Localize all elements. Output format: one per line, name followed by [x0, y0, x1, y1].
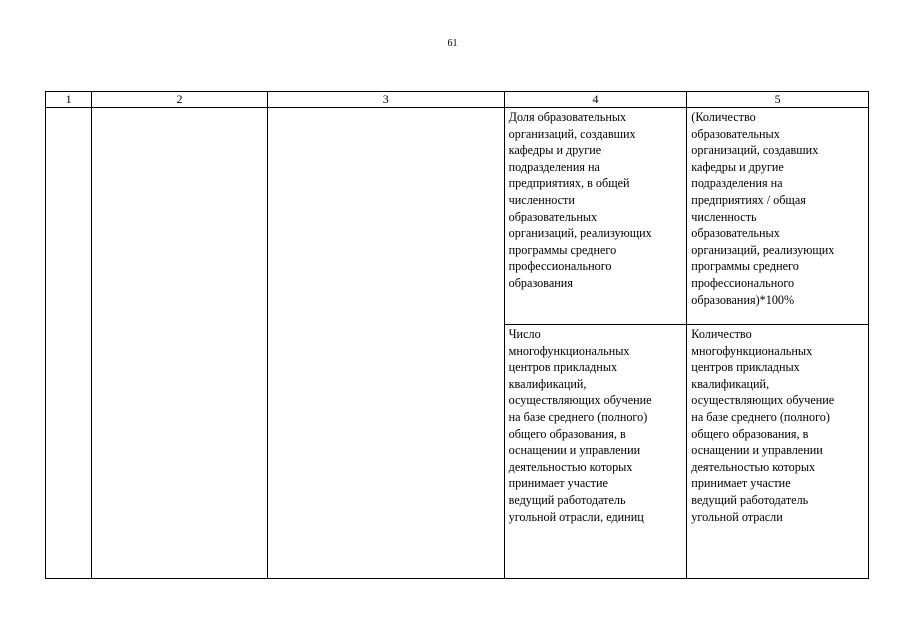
- cell-empty-col2: [92, 108, 268, 579]
- page-number: 61: [447, 38, 458, 49]
- indicator-name-cell: Доля образовательных организаций, создавших кафедры и другие подразделения на предприятиях, в общей численности образовательных организаций, реализующих программы среднего профессионального образования: [504, 108, 687, 325]
- cell-empty-col3: [267, 108, 504, 579]
- column-header-2: 2: [92, 92, 268, 108]
- column-header-1: 1: [46, 92, 92, 108]
- table-row: [46, 108, 869, 325]
- indicators-table: [45, 91, 869, 579]
- column-header-3: 3: [267, 92, 504, 108]
- table-header-row: [46, 92, 869, 108]
- cell-empty-col1: [46, 108, 92, 579]
- calculation-formula-cell: Количество многофункциональных центров прикладных квалификаций, осуществляющих обучение на базе среднего (полного) общего образования, в оснащении и управлении деятельностью которых принимает участие ведущий работодатель угольной отрасли: [687, 325, 869, 579]
- column-header-4: 4: [504, 92, 687, 108]
- indicator-name-cell: Число многофункциональных центров прикладных квалификаций, осуществляющих обучение на базе среднего (полного) общего образования, в оснащении и управлении деятельностью которых принимает участие ведущий работодатель угольной отрасли, единиц: [504, 325, 687, 579]
- column-header-5: 5: [687, 92, 869, 108]
- calculation-formula-cell: (Количество образовательных организаций, создавших кафедры и другие подразделения на предприятиях / общая численность образовательных организаций, реализующих программы среднего профессионального образования)*100%: [687, 108, 869, 325]
